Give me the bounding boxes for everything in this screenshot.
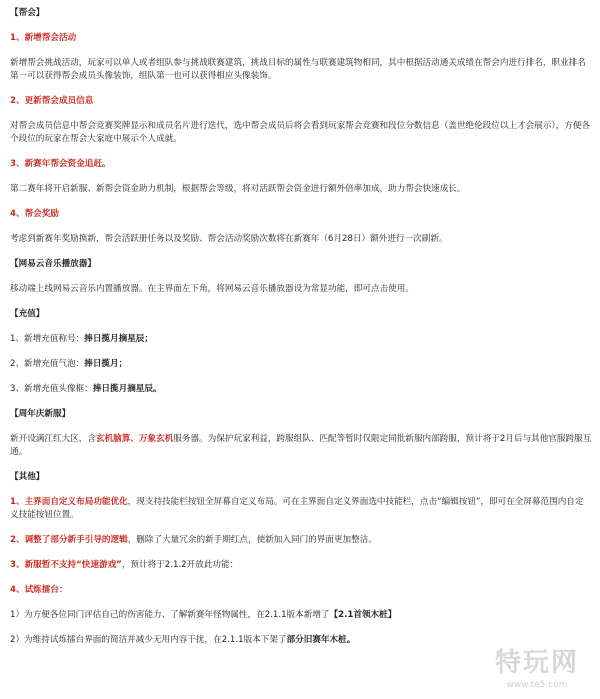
other-item-title: 4、试炼擂台： — [10, 585, 68, 595]
other-item — [10, 559, 592, 572]
section-heading-anniversary: 【周年庆新服】 — [10, 409, 71, 419]
trial-sub-bold: 部分旧赛年木桩。 — [286, 635, 356, 645]
patch-notes — [10, 7, 592, 647]
recharge-item-label: 3、新增充值头像框： — [10, 384, 93, 394]
recharge-item-value: 捧日揽月摘星辰。 — [92, 384, 162, 394]
music-body: 移动端上线网易云音乐内置播放器。在主界面左下角，将网易云音乐播放器设为常显功能，即可点击使用。 — [10, 284, 414, 294]
anniversary-post: 服务器。为保护玩家利益，跨服组队、匹配等暂时仅限定同批新服内部跨服，预计将于2月后与其他官服跨服互通。 — [10, 434, 592, 457]
section-heading-music: 【网易云音乐播放器】 — [10, 259, 96, 269]
other-item — [10, 496, 592, 522]
trial-sub-item — [10, 609, 592, 622]
trial-sub-text: 1）为方便各位同门评估自己的伤害能力、了解新赛年怪物属性，在2.1.1版本新增了 — [10, 610, 330, 620]
other-item-title: 1、主界面自定义布局功能优化 — [10, 497, 128, 507]
trial-sub-item — [10, 634, 592, 647]
recharge-item — [10, 383, 592, 396]
recharge-item-label: 2、新增充值气泡： — [10, 359, 85, 369]
guild-item-body: 新增帮会挑战活动，玩家可以单人或者组队参与挑战联赛建筑，挑战目标的属性与联赛建筑物相同，其中根据活动通关成绩在帮会内进行排名，职业排名第一可以获得帮会成员头像装饰，组队第一也可以获得相应头像装饰。 — [10, 58, 586, 81]
section-heading-guild: 【帮会】 — [10, 8, 45, 18]
watermark-logo: 特玩网 — [494, 648, 579, 678]
other-item-body: ，删除了大量冗余的新手期红点，使新加入同门的界面更加整洁。 — [127, 535, 377, 545]
guild-item-body: 对帮会成员信息中帮会竞赛奖牌显示和成员名片进行迭代，选中帮会成员后将会看到玩家帮会竞赛和段位分数信息（盖世绝伦段位以上才会展示），方便各个段位的玩家在帮会大家庭中展示个人成就。 — [10, 121, 591, 144]
other-item — [10, 534, 592, 547]
anniversary-servers: 玄机脑算、万象玄机 — [95, 434, 174, 444]
other-item — [10, 584, 592, 597]
other-item-title: 3、新服暂不支持“快速游戏” — [10, 560, 122, 570]
recharge-item — [10, 333, 592, 346]
guild-item-title: 1、新增帮会活动 — [10, 33, 77, 43]
section-heading-other: 【其他】 — [10, 472, 45, 482]
recharge-item-value: 捧日揽月摘星辰； — [84, 334, 153, 344]
guild-item-body: 第二赛年将开启新服、新帮会资金助力机制，根据帮会等级，将对活跃帮会资金进行额外倍率加成，助力帮会快速成长。 — [10, 184, 466, 194]
other-item-body: ，预计将于2.1.2开放此功能： — [121, 560, 239, 570]
anniversary-body — [10, 433, 592, 459]
guild-item-body: 考虑到新赛年奖励换新，帮会活跃册任务以及奖励、帮会活动奖励次数将在新赛年（6月28日）额外进行一次刷新。 — [10, 234, 448, 244]
section-heading-recharge: 【充值】 — [10, 309, 45, 319]
guild-item-title: 4、帮会奖励 — [10, 209, 59, 219]
other-item-title: 2、调整了部分新手引导的逻辑 — [10, 535, 128, 545]
trial-sub-text: 2）为维持试炼擂台界面的简洁并减少无用内容干扰，在2.1.1版本下架了 — [10, 635, 287, 645]
recharge-item — [10, 358, 592, 371]
site-watermark — [482, 647, 592, 695]
other-item-body: ，现支持技能栏按钮全屏幕自定义布局。可在主界面自定义界面选中技能栏，点击“编辑按钮”，即可在全屏幕范围内自定义技能按钮位置。 — [10, 497, 584, 520]
guild-item-title: 3、新赛年帮会资金追赶。 — [10, 159, 111, 169]
guild-item-title: 2、更新帮会成员信息 — [10, 96, 94, 106]
anniversary-pre: 新开设满江红大区，含 — [10, 434, 96, 444]
watermark-url: www.te5.com — [506, 680, 568, 690]
trial-sub-bold: 【2.1首领木桩】 — [329, 610, 397, 620]
recharge-item-label: 1、新增充值称号： — [10, 334, 85, 344]
recharge-item-value: 捧日揽月； — [84, 359, 128, 369]
